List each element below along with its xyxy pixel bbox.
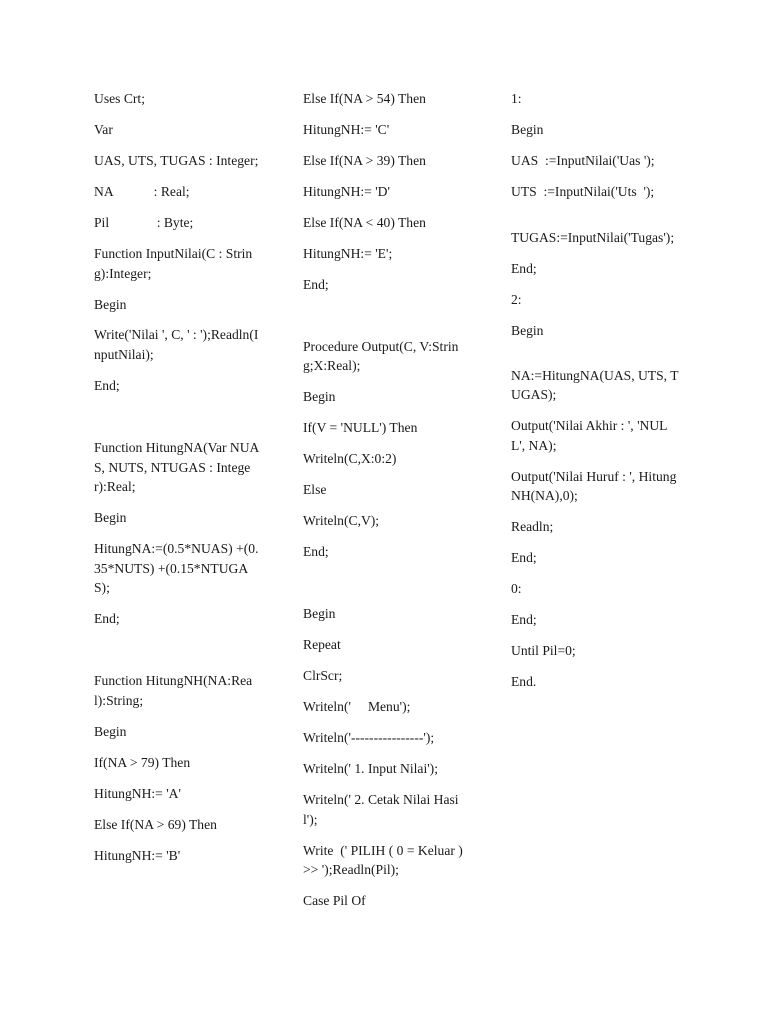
code-line: End; [94, 611, 120, 627]
code-line: Begin [511, 121, 544, 137]
code-line: Else If(NA > 54) Then [303, 91, 426, 106]
blank-line [511, 352, 681, 354]
code-line: Writeln(C,X:0:2) [303, 451, 397, 467]
code-line: UTS :=InputNilai('Uts '); [511, 183, 655, 199]
text-column-1 [94, 89, 262, 877]
code-line: Write('Nilai ', C, ' : ');Readln(InputNilai); [94, 327, 259, 363]
code-line: TUGAS:=InputNilai('Tugas'); [511, 230, 675, 246]
code-line: Function InputNilai(C : String):Integer; [94, 245, 253, 281]
code-line: 0: [511, 581, 522, 597]
code-line: Else [303, 482, 327, 498]
code-line: Repeat [303, 637, 341, 653]
code-line: Uses Crt; [94, 91, 145, 106]
code-line: NA : Real; [94, 183, 190, 199]
code-line: Pil : Byte; [94, 214, 194, 230]
code-line: Procedure Output(C, V:String;X:Real); [303, 338, 459, 374]
code-line: 1: [511, 91, 522, 106]
code-line: Write (' PILIH ( 0 = Keluar ) >> ');Readln(Pil); [303, 842, 467, 878]
code-line: HitungNA:=(0.5*NUAS) +(0.35*NUTS) +(0.15*NTUGAS); [94, 541, 259, 596]
code-line: Begin [94, 510, 127, 526]
code-line: Else If(NA > 39) Then [303, 152, 426, 168]
blank-line [303, 306, 463, 326]
code-line: Var [94, 121, 113, 137]
code-line: ClrScr; [303, 668, 343, 684]
code-line: Function HitungNA(Var NUAS, NUTS, NTUGAS : Integer):Real; [94, 440, 260, 495]
blank-line [94, 640, 262, 660]
code-line: HitungNH:= 'D' [303, 183, 390, 199]
code-line: UAS :=InputNilai('Uas '); [511, 152, 655, 168]
blank-line [303, 573, 463, 593]
code-line: Writeln(' 2. Cetak Nilai Hasil'); [303, 792, 459, 827]
code-line: End; [511, 261, 537, 277]
code-line: End; [511, 550, 537, 566]
code-line: If(V = 'NULL') Then [303, 420, 418, 436]
code-line: If(NA > 79) Then [94, 754, 191, 770]
code-line: Writeln(' Menu'); [303, 699, 411, 715]
code-line: HitungNH:= 'A' [94, 785, 181, 801]
code-line: Output('Nilai Huruf : ', HitungNH(NA),0); [511, 468, 677, 504]
code-line: End; [511, 612, 537, 628]
code-line: NA:=HitungNA(UAS, UTS, TUGAS); [511, 367, 679, 403]
code-line: Until Pil=0; [511, 643, 576, 659]
blank-line [511, 213, 681, 217]
blank-line [94, 407, 262, 427]
code-line: Begin [94, 296, 127, 312]
code-line: Begin [511, 323, 544, 339]
code-line: End; [94, 378, 120, 394]
text-column-3 [511, 89, 681, 703]
code-line: Else If(NA > 69) Then [94, 816, 217, 832]
code-line: Readln; [511, 519, 554, 535]
text-column-2 [303, 89, 467, 922]
code-line: HitungNH:= 'B' [94, 847, 181, 863]
code-line: Function HitungNH(NA:Real):String; [94, 673, 253, 708]
code-line: HitungNH:= 'E'; [303, 245, 393, 261]
code-line: Case Pil Of [303, 893, 366, 909]
code-line: End; [303, 544, 329, 560]
code-line: End. [511, 674, 537, 690]
code-line: Writeln('----------------'); [303, 730, 435, 746]
code-line: Output('Nilai Akhir : ', 'NULL', NA); [511, 418, 668, 453]
code-line: Begin [94, 723, 127, 739]
code-line: Begin [303, 389, 336, 405]
code-line: HitungNH:= 'C' [303, 121, 390, 137]
code-line: Begin [303, 606, 336, 622]
code-line: UAS, UTS, TUGAS : Integer; [94, 152, 259, 168]
code-line: End; [303, 276, 329, 292]
code-line: 2: [511, 292, 522, 308]
code-line: Writeln(C,V); [303, 513, 380, 529]
code-line: Writeln(' 1. Input Nilai'); [303, 761, 438, 777]
code-line: Else If(NA < 40) Then [303, 214, 426, 230]
